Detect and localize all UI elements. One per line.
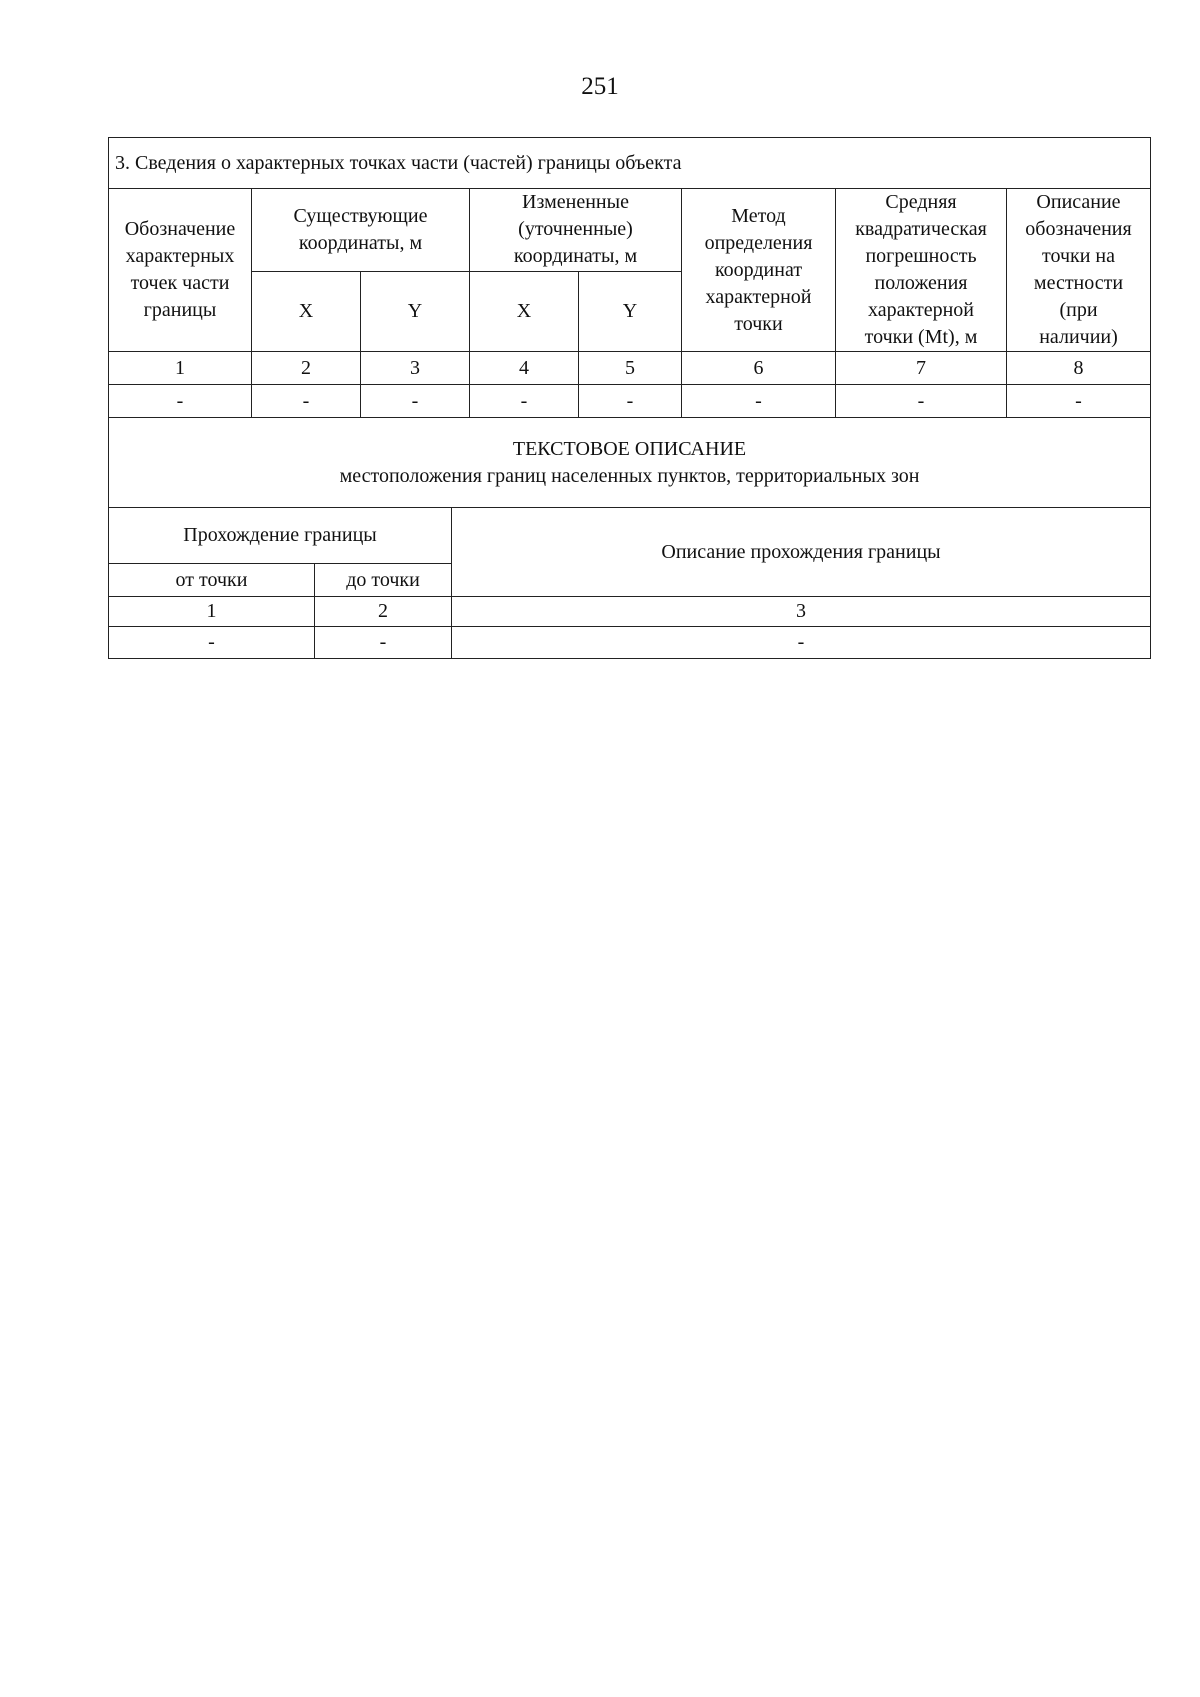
column-numbers-row [109,597,1151,627]
column-number: 6 [682,352,836,385]
table-cell: - [836,385,1007,418]
table-cell: - [579,385,682,418]
column-number: 7 [836,352,1007,385]
header-changed-coordinates: Измененные (уточненные) координаты, м [470,189,682,272]
table-cell: - [1007,385,1151,418]
text-description-heading [109,418,1151,508]
header-existing-x: X [252,271,361,352]
column-number: 3 [361,352,470,385]
header-changed-y: Y [579,271,682,352]
column-number: 1 [109,597,315,627]
table-cell: - [452,627,1151,659]
column-number: 8 [1007,352,1151,385]
column-number: 5 [579,352,682,385]
table-cell: - [361,385,470,418]
characteristic-points-table [108,137,1151,418]
text-description-subtitle: местоположения границ населенных пунктов, территориальных зон [339,464,920,487]
table-cell: - [470,385,579,418]
column-number: 1 [109,352,252,385]
header-changed-x: X [470,271,579,352]
section-title: 3. Сведения о характерных точках части (частей) границы объекта [109,138,1151,189]
table-row [109,627,1151,659]
table-cell: - [109,627,315,659]
table-cell: - [682,385,836,418]
header-mean-square-error: Средняя квадратическая погрешность положения характерной точки (Mt), м [836,189,1007,352]
header-passage-description: Описание прохождения границы [452,508,1151,597]
header-designation: Обозначение характерных точек части границы [109,189,252,352]
column-number: 4 [470,352,579,385]
column-number: 2 [252,352,361,385]
header-method: Метод определения координат характерной точки [682,189,836,352]
header-existing-coordinates: Существующие координаты, м [252,189,470,272]
table-cell: - [315,627,452,659]
table-cell: - [109,385,252,418]
header-point-description: Описание обозначения точки на местности (при наличии) [1007,189,1151,352]
column-number: 3 [452,597,1151,627]
text-description-title: ТЕКСТОВОЕ ОПИСАНИЕ [512,437,747,460]
page-number: 251 [581,73,619,100]
table-row [109,385,1151,418]
table-cell: - [252,385,361,418]
column-number: 2 [315,597,452,627]
column-numbers-row [109,352,1151,385]
header-to-point: до точки [315,564,452,597]
text-description-table [108,417,1151,659]
header-boundary-passage: Прохождение границы [109,508,452,564]
header-from-point: от точки [109,564,315,597]
header-existing-y: Y [361,271,470,352]
